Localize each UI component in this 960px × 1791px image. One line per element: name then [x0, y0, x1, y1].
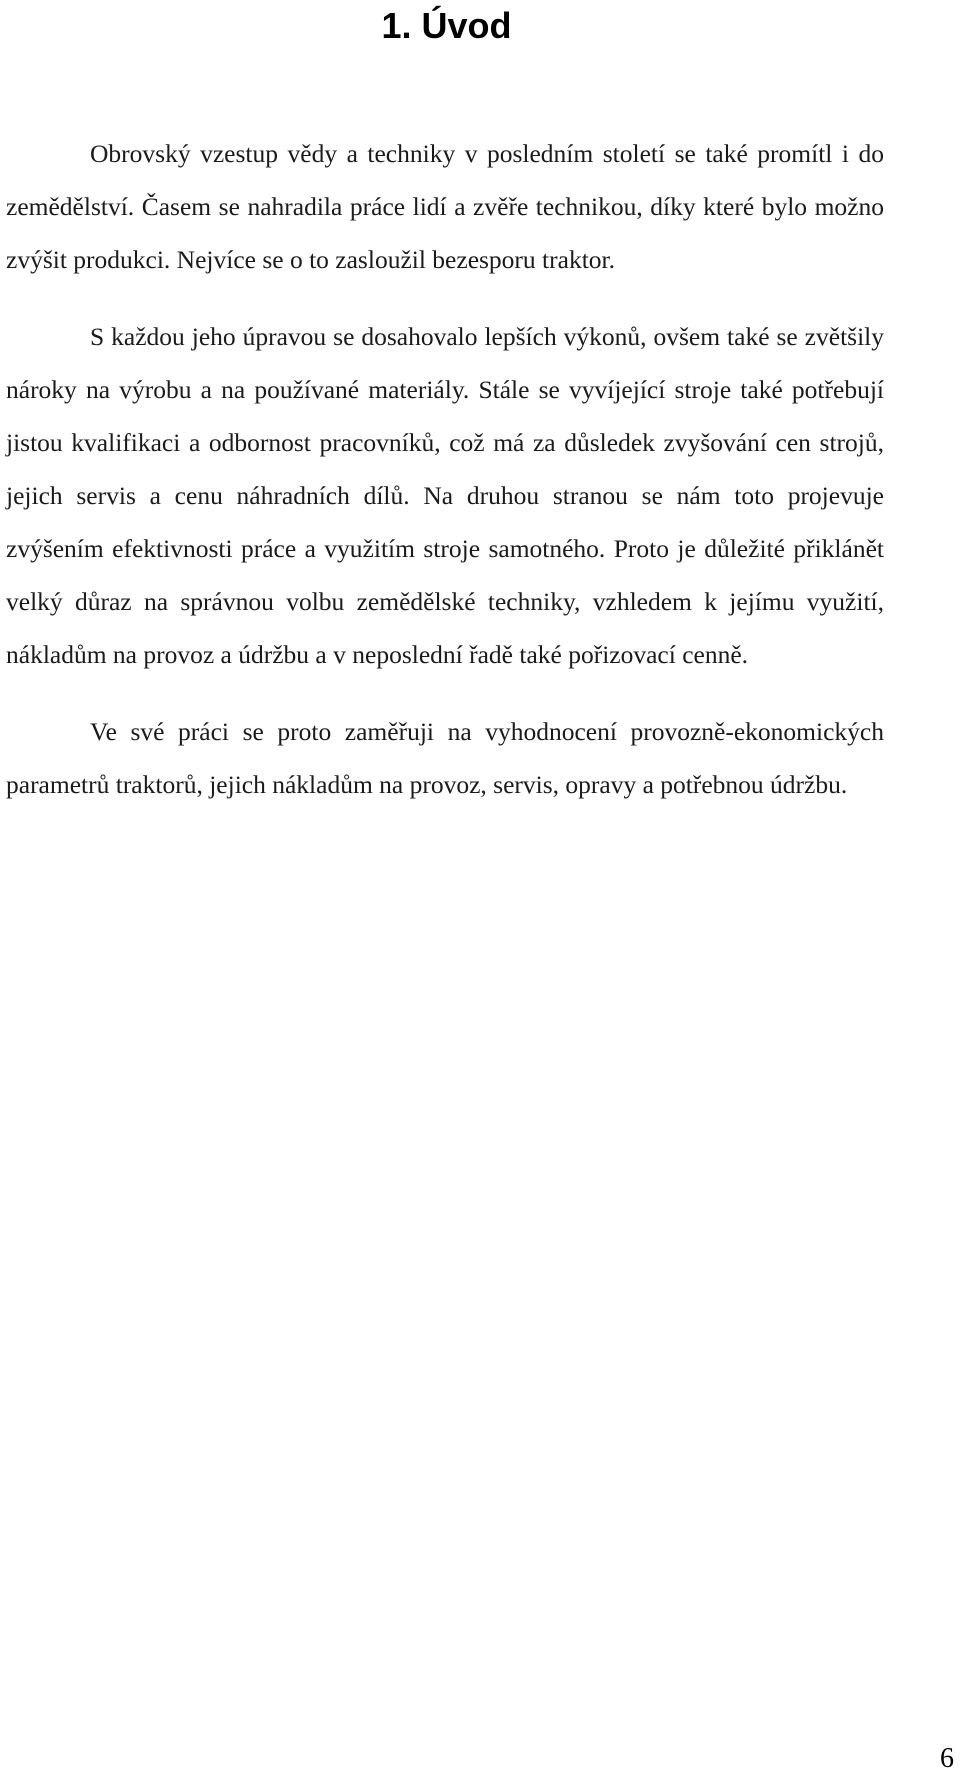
page-number: 6 [940, 1743, 954, 1774]
paragraph-thesis-focus: Ve své práci se proto zaměřuji na vyhodnocení provozně-ekonomických parametrů traktorů, jejich nákladům na provoz, servis, opravy a potřebnou údržbu. [6, 717, 884, 799]
chapter-body [6, 127, 884, 835]
chapter-title: 1. Úvod [381, 5, 512, 46]
paragraph-tractor-development: S každou jeho úpravou se dosahovalo lepších výkonů, ovšem také se zvětšily nároky na výrobu a na používané materiály. Stále se vyvíjející stroje také potřebují jistou kvalifikaci a odbornost pracovníků, což má za důsledek zvyšování cen strojů, jejich servis a cenu náhradních dílů. Na druhou stranou se nám toto projevuje zvýšením efektivnosti práce a využitím stroje samotného. Proto je důležité přiklánět velký důraz na správnou volbu zemědělské techniky, vzhledem k jejímu využití, nákladům na provoz a údržbu a v neposlední řadě také pořizovací cenně. [6, 322, 884, 669]
paragraph-intro: Obrovský vzestup vědy a techniky v posledním století se také promítl i do zemědělství. Časem se nahradila práce lidí a zvěře technikou, díky které bylo možno zvýšit produkci. Nejvíce se o to zasloužil bezesporu traktor. [6, 139, 884, 274]
